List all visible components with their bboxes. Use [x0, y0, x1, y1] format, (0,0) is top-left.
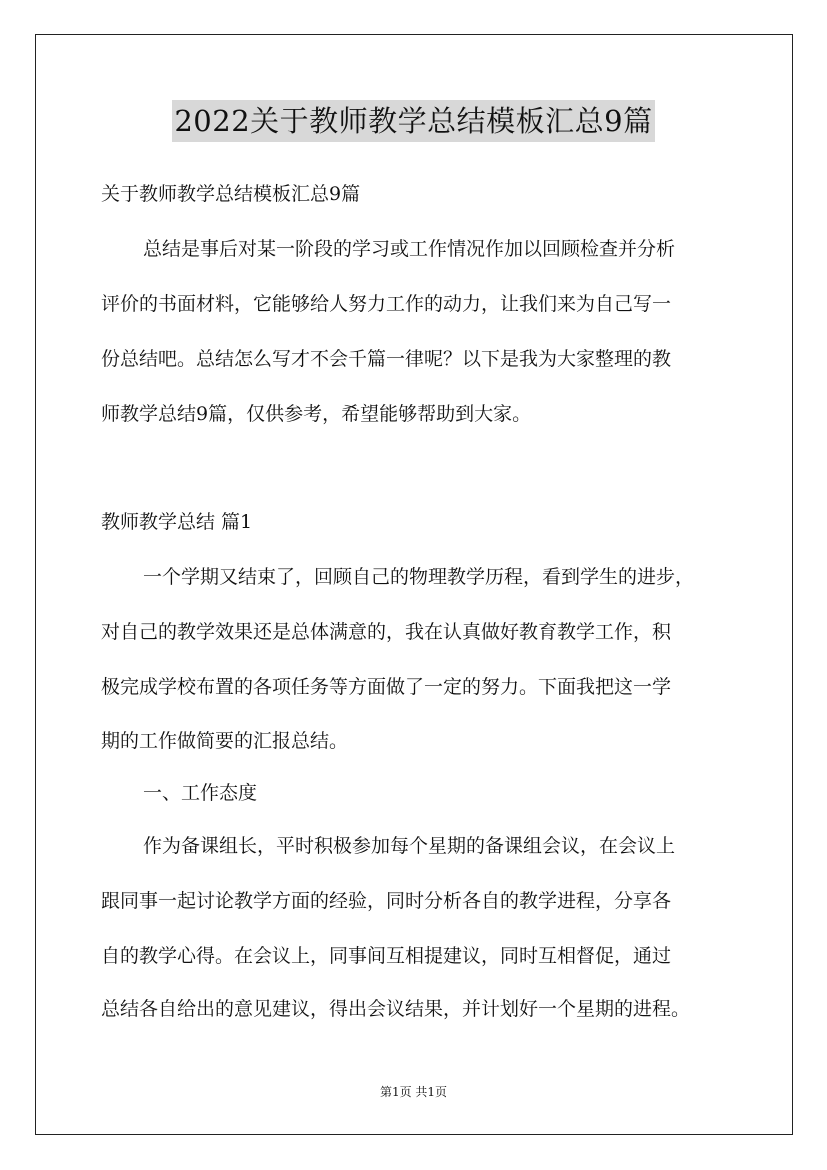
document-subtitle: 关于教师教学总结模板汇总9篇 — [101, 183, 361, 205]
paragraph-line: 跟同事一起讨论教学方面的经验，同时分析各自的教学进程，分享各 — [101, 890, 672, 912]
paragraph-line: 作为备课组长，平时积极参加每个星期的备课组会议，在会议上 — [143, 835, 676, 857]
paragraph-line: 对自己的教学效果还是总体满意的，我在认真做好教育教学工作，积 — [101, 621, 672, 643]
intro-line: 师教学总结9篇，仅供参考，希望能够帮助到大家。 — [101, 403, 532, 425]
document-title: 2022关于教师教学总结模板汇总9篇 — [172, 100, 654, 142]
title-container — [0, 100, 827, 142]
intro-line: 评价的书面材料，它能够给人努力工作的动力，让我们来为自己写一 — [101, 293, 672, 315]
paragraph-line: 极完成学校布置的各项任务等方面做了一定的努力。下面我把这一学 — [101, 676, 672, 698]
paragraph-line: 一个学期又结束了，回顾自己的物理教学历程，看到学生的进步， — [143, 566, 695, 588]
intro-line: 总结是事后对某一阶段的学习或工作情况作加以回顾检查并分析 — [143, 238, 676, 260]
paragraph-line: 总结各自给出的意见建议，得出会议结果，并计划好一个星期的进程。 — [101, 998, 691, 1020]
page-footer: 第1页 共1页 — [379, 1085, 448, 1099]
subheading: 一、工作态度 — [143, 782, 258, 804]
section-heading: 教师教学总结 篇1 — [101, 511, 253, 533]
intro-line: 份总结吧。总结怎么写才不会千篇一律呢？以下是我为大家整理的教 — [101, 348, 672, 370]
paragraph-line: 期的工作做简要的汇报总结。 — [101, 730, 349, 752]
paragraph-line: 自的教学心得。在会议上，同事间互相提建议，同时互相督促，通过 — [101, 945, 672, 967]
